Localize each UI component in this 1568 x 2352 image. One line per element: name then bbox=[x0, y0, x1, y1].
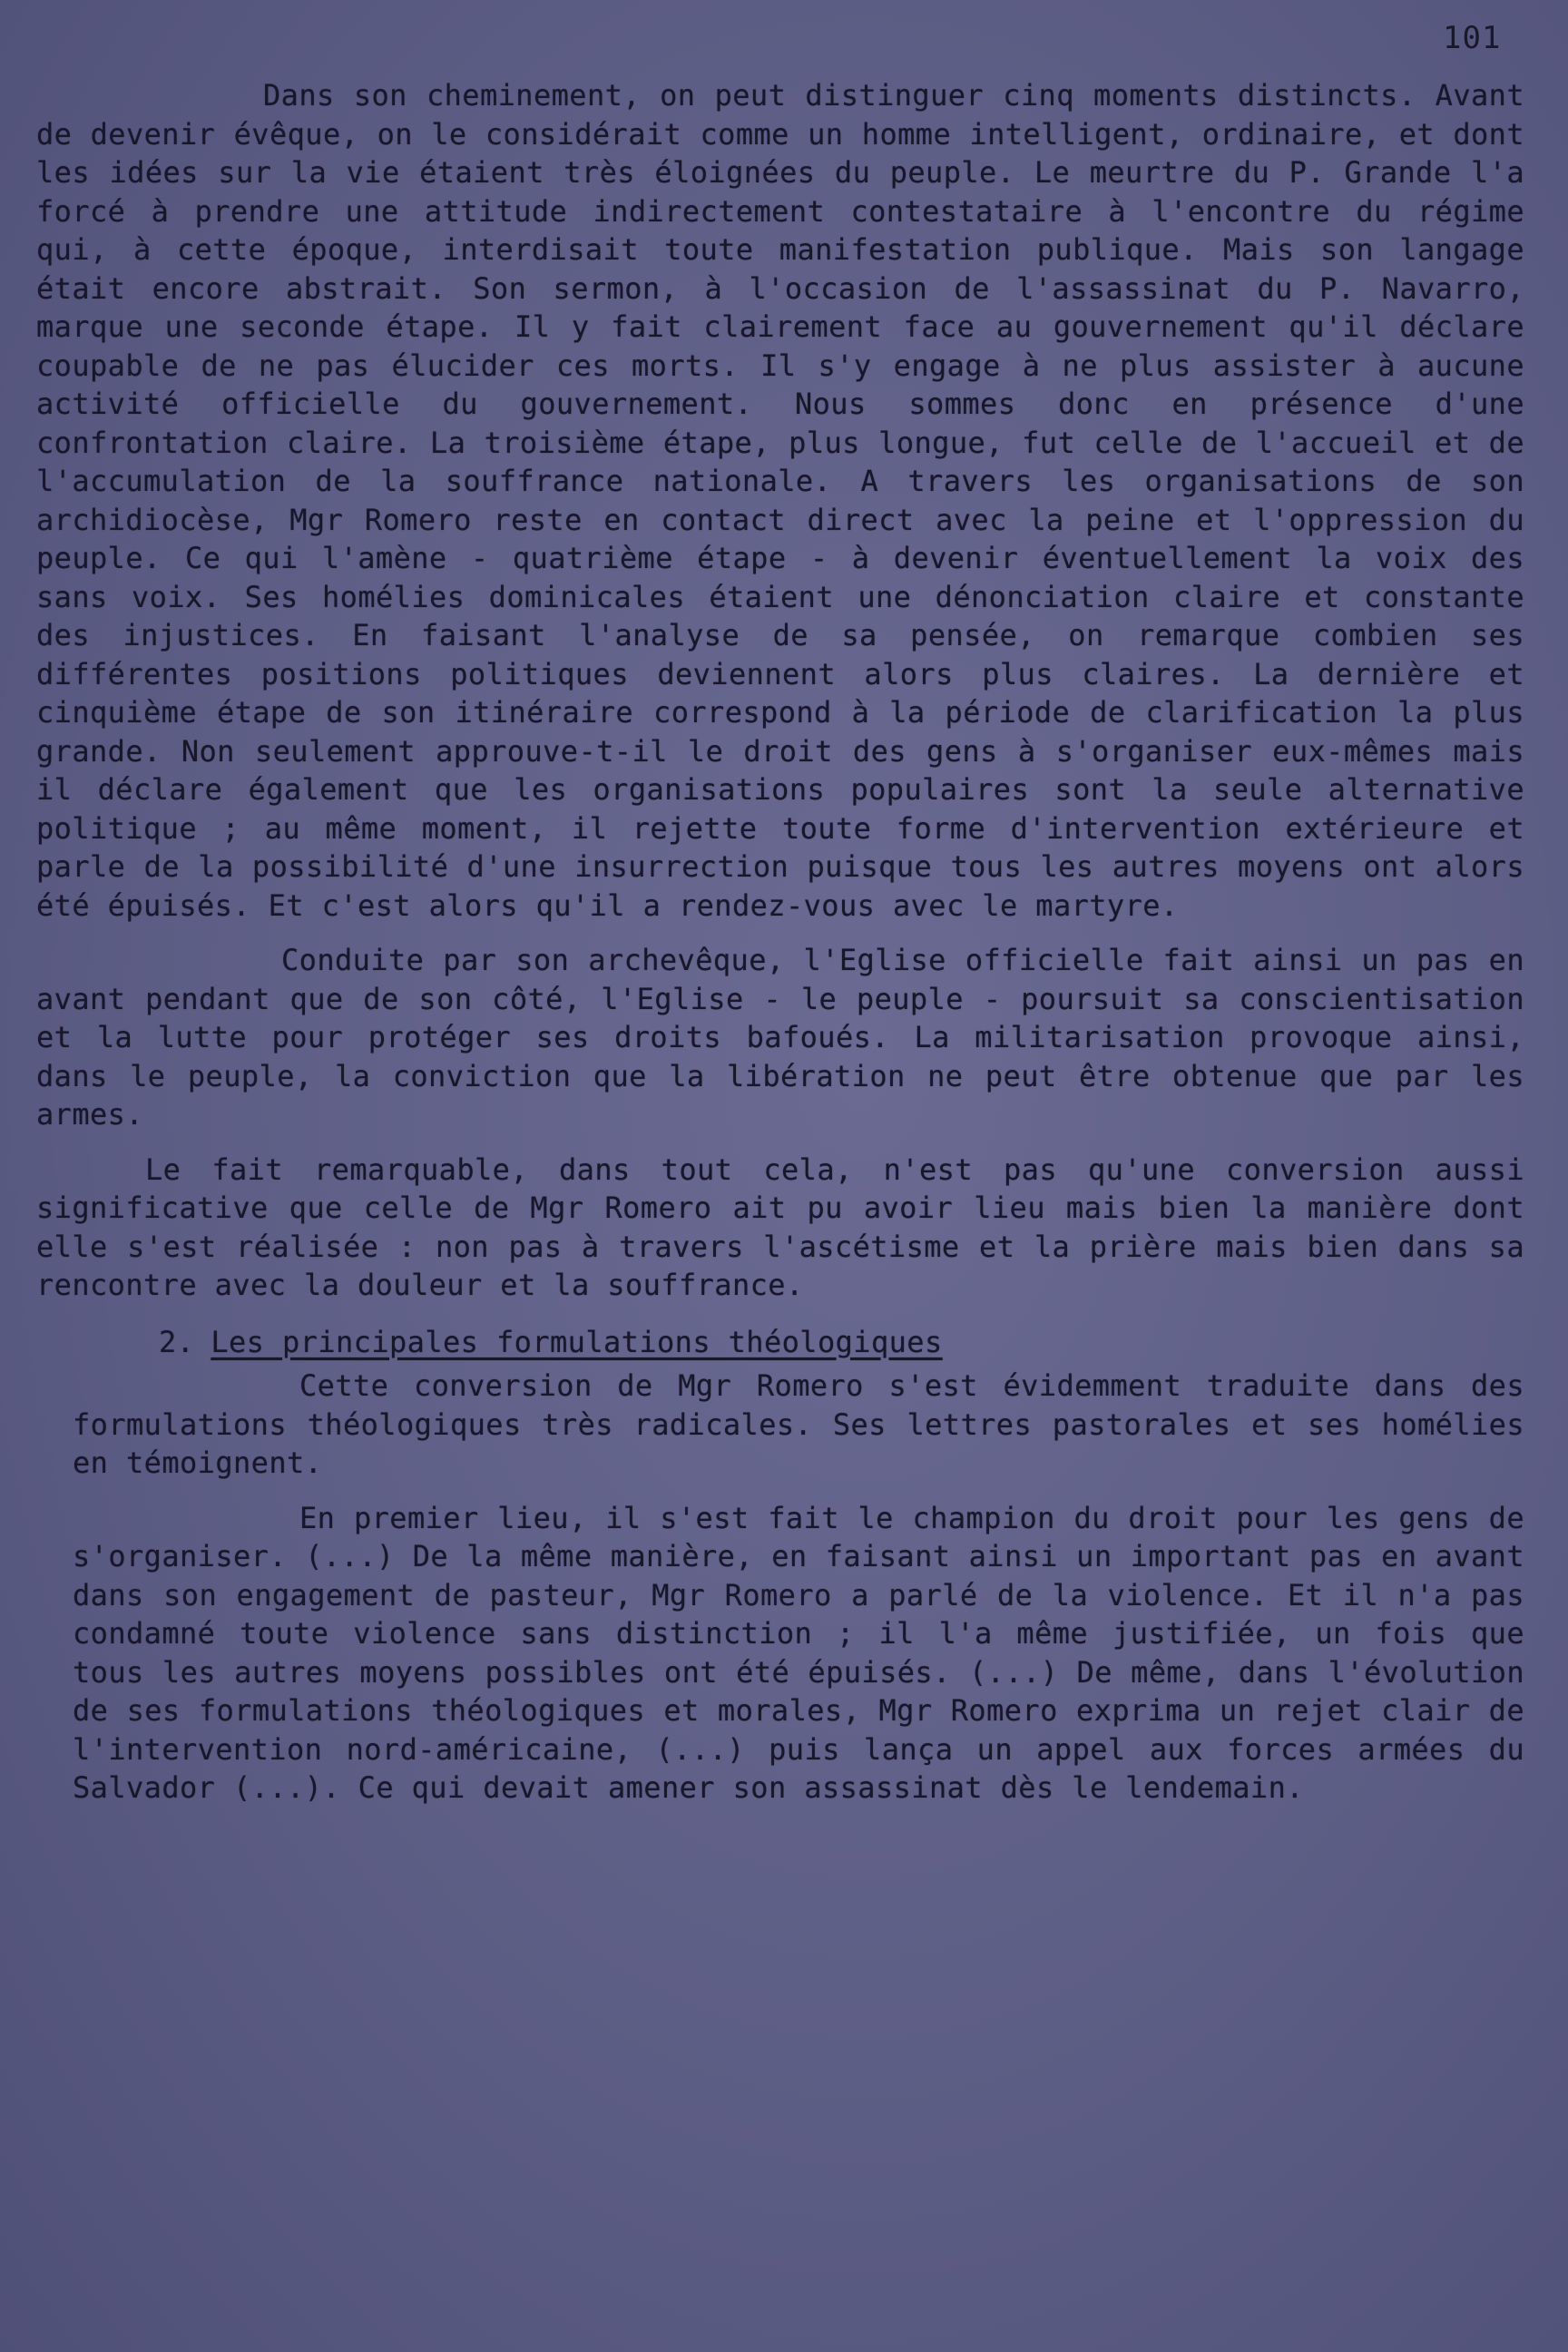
section-number: 2. bbox=[159, 1324, 195, 1359]
paragraph-official-church: Conduite par son archevêque, l'Eglise officielle fait ainsi un pas en avant pendant que de son côté, l'Eglise - le peuple - poursuit sa conscientisation et la lutte pour protéger ses droits bafoués. La militarisation provoque ainsi, dans le peuple, la conviction que la libération ne peut être obtenue que par les armes. bbox=[36, 943, 1524, 1132]
paragraph-remarkable-fact: Le fait remarquable, dans tout cela, n'est pas qu'une conversion aussi significative que celle de Mgr Romero ait pu avoir lieu mais bien la manière dont elle s'est réalisée : non pas à travers l'ascétisme et la prière mais bien dans sa rencontre avec la douleur et la souffrance. bbox=[36, 1152, 1524, 1302]
section-2-body bbox=[36, 1367, 1524, 1808]
paragraph-conversion: Cette conversion de Mgr Romero s'est évidemment traduite dans des formulations théologiques très radicales. Ses lettres pastorales et ses homélies en témoignent. bbox=[73, 1368, 1524, 1480]
text-block bbox=[36, 76, 1524, 1808]
section-heading bbox=[159, 1323, 1524, 1362]
page-number: 101 bbox=[1443, 20, 1502, 56]
paragraph-stages: Dans son cheminement, on peut distinguer cinq moments distincts. Avant de devenir évêque, on le considérait comme un homme intelligent, ordinaire, et dont les idées sur la vie étaient très éloignées du peuple. Le meurtre du P. Grande l'a forcé à prendre une attitude indirectement contestataire à l'encontre du régime qui, à cette époque, interdisait toute manifestation publique. Mais son langage était encore abstrait. Son sermon, à l'occasion de l'assassinat du P. Navarro, marque une seconde étape. Il y fait clairement face au gouvernement qu'il déclare coupable de ne pas élucider ces morts. Il s'y engage à ne plus assister à aucune activité officielle du gouvernement. Nous sommes donc en présence d'une confrontation claire. La troisième étape, plus longue, fut celle de l'accueil et de l'accumulation de la souffrance nationale. A travers les organisations de son archidiocèse, Mgr Romero reste en contact direct avec la peine et l'oppression du peuple. Ce qui l'amène - quatrième étape - à devenir éventuellement la voix des sans voix. Ses homélies dominicales étaient une dénonciation claire et constante des injustices. En faisant l'analyse de sa pensée, on remarque combien ses différentes positions politiques deviennent alors plus claires. La dernière et cinquième étape de son itinéraire correspond à la période de clarification la plus grande. Non seulement approuve-t-il le droit des gens à s'organiser eux-mêmes mais il déclare également que les organisations populaires sont la seule alternative politique ; au même moment, il rejette toute forme d'intervention extérieure et parle de la possibilité d'une insurrection puisque tous les autres moyens ont alors été épuisés. Et c'est alors qu'il a rendez-vous avec le martyre. bbox=[36, 78, 1524, 923]
section-title: Les principales formulations théologiques bbox=[211, 1324, 943, 1359]
paragraph-first-place: En premier lieu, il s'est fait le champion du droit pour les gens de s'organiser. (...) De la même manière, en faisant ainsi un important pas en avant dans son engagement de pasteur, Mgr Romero a parlé de la violence. Et il n'a pas condamné toute violence sans distinction ; il l'a même justifiée, un fois que tous les autres moyens possibles ont été épuisés. (...) De même, dans l'évolution de ses formulations théologiques et morales, Mgr Romero exprima un rejet clair de l'intervention nord-américaine, (...) puis lança un appel aux forces armées du Salvador (...). Ce qui devait amener son assassinat dès le lendemain. bbox=[73, 1500, 1524, 1805]
